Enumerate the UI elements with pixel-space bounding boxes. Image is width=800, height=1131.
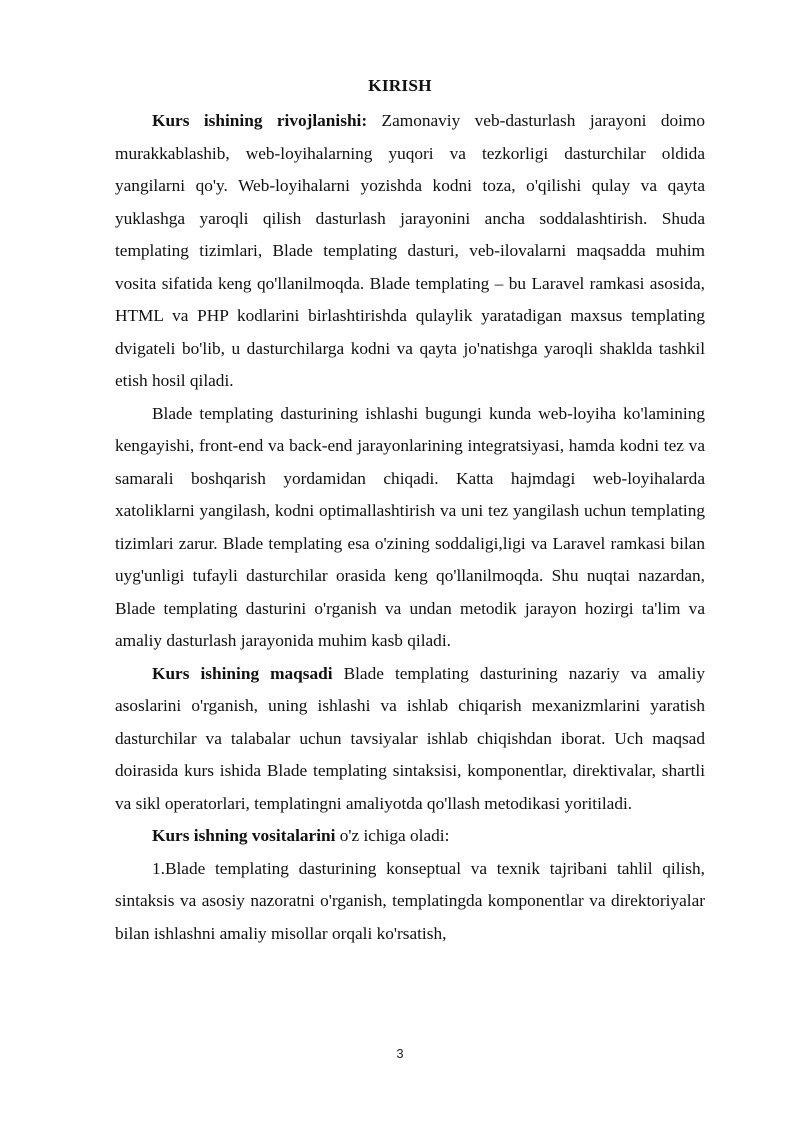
paragraph-text: 1.Blade templating dasturining konseptual va texnik tajribani tahlil qilish, sintaksis va asosiy nazoratni o'rganish, templatingda komponentlar va direktoriyalar bilan ishlashni amaliy misollar orqali ko'rsatish, — [115, 858, 705, 943]
page-title: KIRISH — [368, 76, 432, 95]
body-text — [115, 105, 705, 950]
paragraph-text: Blade templating dasturining nazariy va amaliy asoslarini o'rganish, uning ishlashi va ishlab chiqarish mexanizmlarini yaratish dasturchilar va talabalar uchun tavsiyalar ishlab chiqishdan iborat. Uch maqsad doirasida kurs ishida Blade templating sintaksisi, komponentlar, direktivalar, shartli va sikl operatorlari, templatingni amaliyotda qo'llash metodikasi yoritiladi. — [115, 663, 705, 813]
paragraph-text: o'z ichiga oladi: — [335, 826, 450, 845]
page-number: 3 — [396, 1046, 404, 1061]
paragraph-list-item-1 — [115, 853, 705, 951]
paragraph-lead: Kurs ishining maqsadi — [152, 663, 333, 683]
paragraph-lead: Kurs ishning vositalarini — [152, 826, 336, 845]
paragraph-text: Blade templating dasturining ishlashi bugungi kunda web-loyiha ko'lamining kengayishi, front-end va back-end jarayonlarining integratsiyasi, hamda kodni tez va samarali boshqarish yordamidan chiqadi. Katta hajmdagi web-loyihalarda xatoliklarni yangilash, kodni optimallashtirish va uni tez yangilash uchun templating tizimlari zarur. Blade templating esa o'zining soddaligi,ligi va Laravel ramkasi bilan uyg'unligi tufayli dasturchilar orasida keng qo'llanilmoqda. Shu nuqtai nazardan, Blade templating dasturini o'rganish va undan metodik jarayon hozirgi ta'lim va amaliy dasturlash jarayonida muhim kasb qiladi. — [115, 403, 705, 650]
paragraph-tools — [115, 820, 705, 853]
paragraph-blade-relevance — [115, 398, 705, 658]
paragraph-text: Zamonaviy veb-dasturlash jarayoni doimo murakkablashib, web-loyihalarning yuqori va tezkorligi dasturchilar oldida yangilarni qo'y. Web-loyihalarni yozishda kodni toza, o'qilishi qulay va qayta yuklashga yaroqli qilish dasturlash jarayonini ancha soddalashtirish. Shuda templating tizimlari, Blade templating dasturi, veb-ilovalarni maqsadda muhim vosita sifatida keng qo'llanilmoqda. Blade templating – bu Laravel ramkasi asosida, HTML va PHP kodlarini birlashtirishda qulaylik yaratadigan maxsus templating dvigateli bo'lib, u dasturchilarga kodni va qayta jo'natishga yaroqli shaklda tashkil etish hosil qiladi. — [115, 111, 706, 390]
paragraph-development — [115, 105, 705, 398]
paragraph-goal — [115, 658, 705, 821]
paragraph-lead: Kurs ishining rivojlanishi: — [152, 111, 368, 130]
